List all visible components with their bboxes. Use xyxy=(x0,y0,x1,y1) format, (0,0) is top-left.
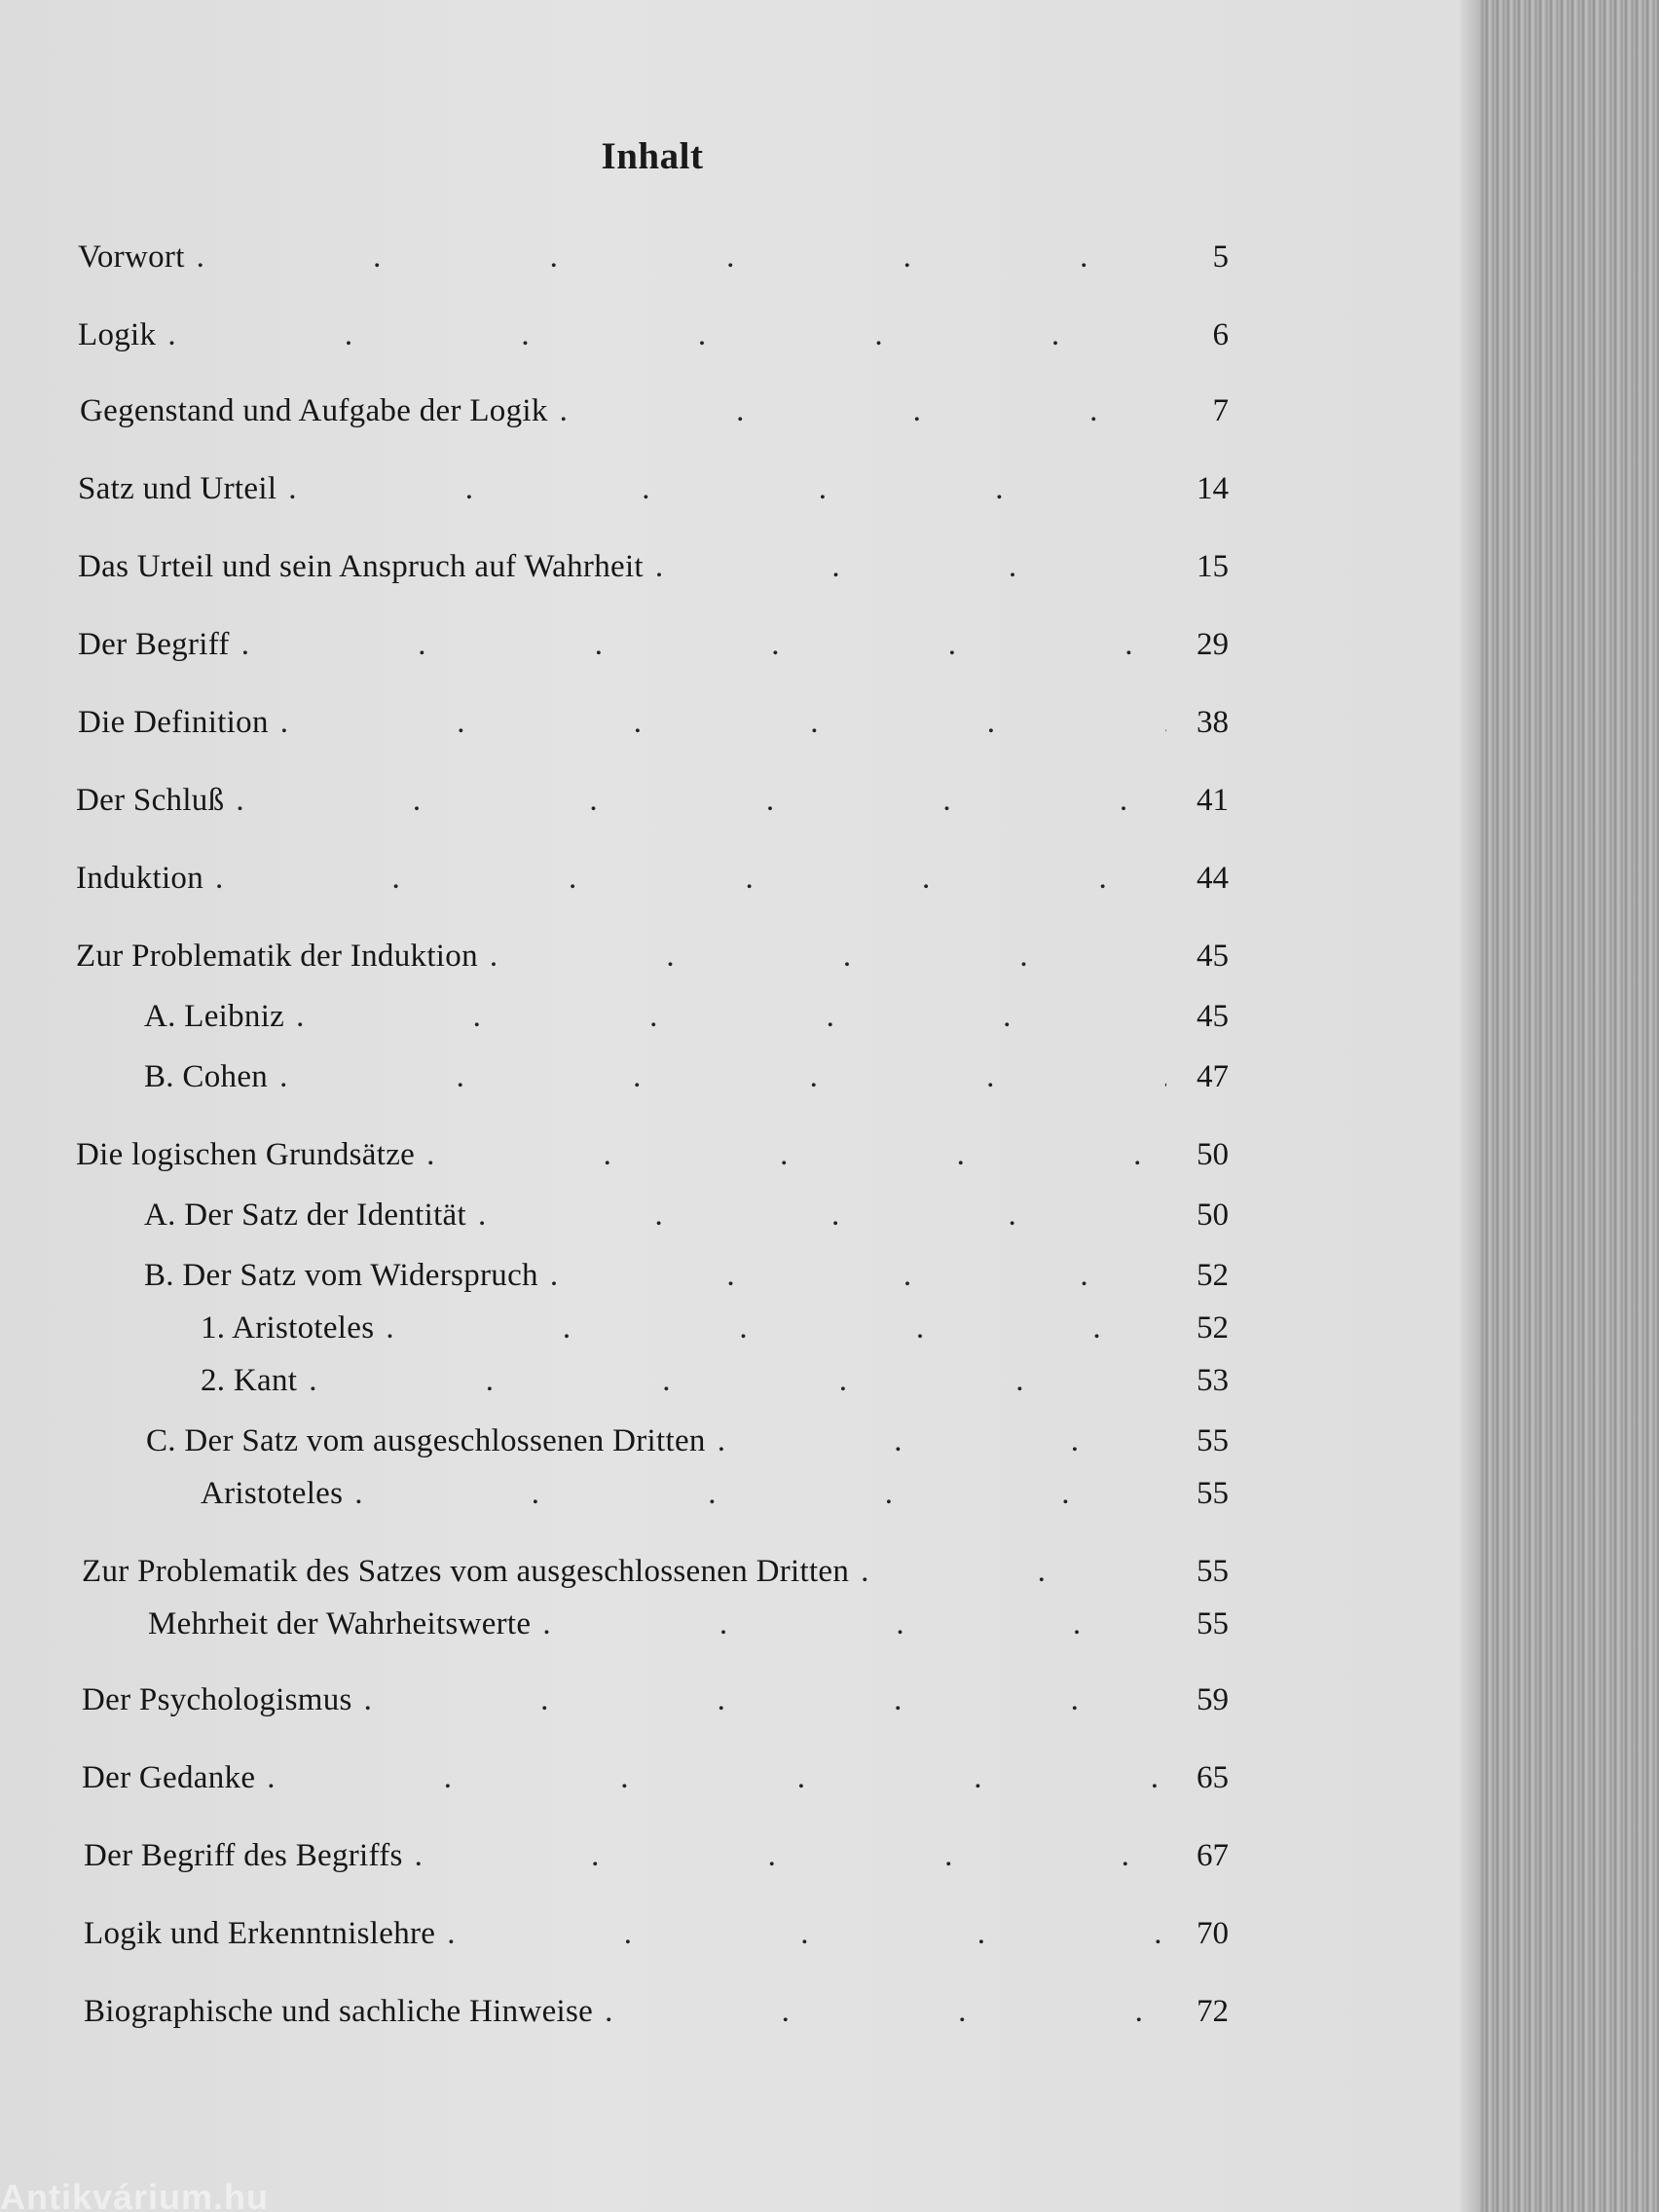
toc-entry-label: B. Cohen xyxy=(144,1059,269,1094)
toc-entry-label: Der Begriff des Begriffs xyxy=(84,1838,403,1873)
page-title: Inhalt xyxy=(601,135,704,177)
toc-entry-kant xyxy=(201,1363,1229,1408)
toc-entry-schluss xyxy=(76,783,1229,828)
toc-entry-page: 15 xyxy=(1197,549,1229,584)
toc-entry-page: 50 xyxy=(1197,1137,1229,1172)
toc-entry-label: Logik xyxy=(78,317,157,352)
toc-entry-begriff-des-begriffs xyxy=(84,1838,1229,1883)
toc-entry-label: Biographische und sachliche Hinweise xyxy=(84,1994,594,2029)
dot-leader xyxy=(197,240,1166,276)
dot-leader xyxy=(288,471,1166,507)
toc-entry-widerspruch xyxy=(144,1258,1229,1303)
toc-entry-label: Der Gedanke xyxy=(82,1760,256,1795)
toc-entry-label: Gegenstand und Aufgabe der Logik xyxy=(80,393,548,428)
toc-entry-aristoteles-2 xyxy=(201,1476,1229,1521)
dot-leader xyxy=(490,939,1166,975)
dot-leader xyxy=(415,1838,1166,1874)
toc-entry-erkenntnislehre xyxy=(84,1916,1229,1961)
toc-entry-hinweise xyxy=(84,1994,1229,2039)
toc-entry-page: 7 xyxy=(1212,393,1229,428)
toc-entry-label: A. Der Satz der Identität xyxy=(144,1198,466,1233)
toc-entry-page: 6 xyxy=(1212,317,1229,352)
toc-entry-page: 52 xyxy=(1197,1258,1229,1293)
toc-entry-leibniz xyxy=(144,999,1229,1044)
page-edge-shadow xyxy=(1460,0,1478,2212)
toc-entry-psychologismus xyxy=(82,1682,1229,1727)
watermark: Antikvárium.hu xyxy=(0,2177,270,2212)
dot-leader xyxy=(354,1476,1166,1512)
toc-entry-page: 55 xyxy=(1197,1606,1229,1641)
toc-entry-grundsaetze xyxy=(76,1137,1229,1182)
toc-entry-logik xyxy=(78,317,1229,362)
toc-entry-der-begriff xyxy=(78,627,1229,672)
toc-entry-label: Die Definition xyxy=(78,705,269,740)
dot-leader xyxy=(560,393,1166,429)
toc-entry-urteil-wahrheit xyxy=(78,549,1229,594)
toc-entry-label: Der Begriff xyxy=(78,627,230,662)
dot-leader xyxy=(718,1423,1166,1459)
dot-leader xyxy=(861,1554,1166,1590)
dot-leader xyxy=(167,317,1166,353)
toc-entry-page: 5 xyxy=(1212,240,1229,275)
dot-leader xyxy=(605,1994,1166,2030)
toc-entry-label: Aristoteles xyxy=(201,1476,344,1511)
toc-entry-label: Induktion xyxy=(76,861,204,896)
toc-entry-label: Zur Problematik der Induktion xyxy=(76,939,478,974)
toc-entry-label: 2. Kant xyxy=(201,1363,298,1398)
toc-entry-definition xyxy=(78,705,1229,750)
toc-entry-page: 14 xyxy=(1197,471,1229,506)
dot-leader xyxy=(279,1059,1166,1095)
toc-entry-page: 55 xyxy=(1197,1423,1229,1458)
toc-entry-gedanke xyxy=(82,1760,1229,1805)
dot-leader xyxy=(364,1682,1166,1718)
toc-entry-identitaet xyxy=(144,1198,1229,1242)
toc-entry-page: 44 xyxy=(1197,861,1229,896)
toc-entry-label: Das Urteil und sein Anspruch auf Wahrheit xyxy=(78,549,644,584)
dot-leader xyxy=(386,1310,1166,1346)
toc-entry-label: C. Der Satz vom ausgeschlossenen Dritten xyxy=(146,1423,706,1458)
toc-entry-problematik-satzes xyxy=(82,1554,1229,1599)
dot-leader xyxy=(655,549,1166,585)
toc-entry-page: 70 xyxy=(1197,1916,1229,1951)
dot-leader xyxy=(550,1258,1166,1294)
toc-entry-page: 55 xyxy=(1197,1554,1229,1589)
toc-entry-page: 67 xyxy=(1197,1838,1229,1873)
toc-entry-page: 50 xyxy=(1197,1198,1229,1233)
toc-entry-page: 52 xyxy=(1197,1310,1229,1346)
toc-entry-page: 53 xyxy=(1197,1363,1229,1398)
toc-entry-page: 72 xyxy=(1197,1994,1229,2029)
toc-entry-mehrheit xyxy=(148,1606,1229,1651)
toc-entry-label: 1. Aristoteles xyxy=(201,1310,375,1346)
toc-entry-page: 38 xyxy=(1197,705,1229,740)
dot-leader xyxy=(241,627,1166,663)
dot-leader xyxy=(447,1916,1166,1952)
toc-entry-page: 65 xyxy=(1197,1760,1229,1795)
toc-entry-label: Mehrheit der Wahrheitswerte xyxy=(148,1606,532,1641)
toc-entry-page: 41 xyxy=(1197,783,1229,818)
toc-entry-satz-und-urteil xyxy=(78,471,1229,516)
dot-leader xyxy=(236,783,1166,819)
dot-leader xyxy=(280,705,1166,741)
toc-entry-vorwort xyxy=(78,240,1229,284)
dot-leader xyxy=(542,1606,1166,1642)
toc-entry-label: Logik und Erkenntnislehre xyxy=(84,1916,436,1951)
toc-entry-aristoteles-1 xyxy=(201,1310,1229,1355)
dot-leader xyxy=(478,1198,1166,1234)
dot-leader xyxy=(215,861,1166,897)
toc-entry-problematik-induktion xyxy=(76,939,1229,983)
toc-entry-label: Die logischen Grundsätze xyxy=(76,1137,416,1172)
toc-entry-gegenstand xyxy=(80,393,1229,438)
dot-leader xyxy=(267,1760,1166,1796)
toc-entry-ausgeschlossenen-dritten xyxy=(146,1423,1229,1468)
toc-entry-page: 45 xyxy=(1197,999,1229,1034)
toc-entry-page: 55 xyxy=(1197,1476,1229,1511)
toc-entry-label: Der Psychologismus xyxy=(82,1682,352,1717)
toc-entry-page: 29 xyxy=(1197,627,1229,662)
toc-entry-label: B. Der Satz vom Widerspruch xyxy=(144,1258,538,1293)
toc-entry-page: 45 xyxy=(1197,939,1229,974)
toc-entry-label: Vorwort xyxy=(78,240,185,275)
toc-entry-label: Satz und Urteil xyxy=(78,471,277,506)
toc-entry-label: Der Schluß xyxy=(76,783,225,818)
toc-entry-induktion xyxy=(76,861,1229,905)
toc-entry-label: A. Leibniz xyxy=(144,999,285,1034)
dot-leader xyxy=(309,1363,1166,1399)
toc-entry-cohen xyxy=(144,1059,1229,1104)
dot-leader xyxy=(296,999,1166,1035)
toc-entry-page: 47 xyxy=(1197,1059,1229,1094)
dot-leader xyxy=(426,1137,1166,1173)
page-edge xyxy=(1460,0,1659,2212)
toc-entry-label: Zur Problematik des Satzes vom ausgeschlossenen Dritten xyxy=(82,1554,850,1589)
toc-entry-page: 59 xyxy=(1197,1682,1229,1717)
